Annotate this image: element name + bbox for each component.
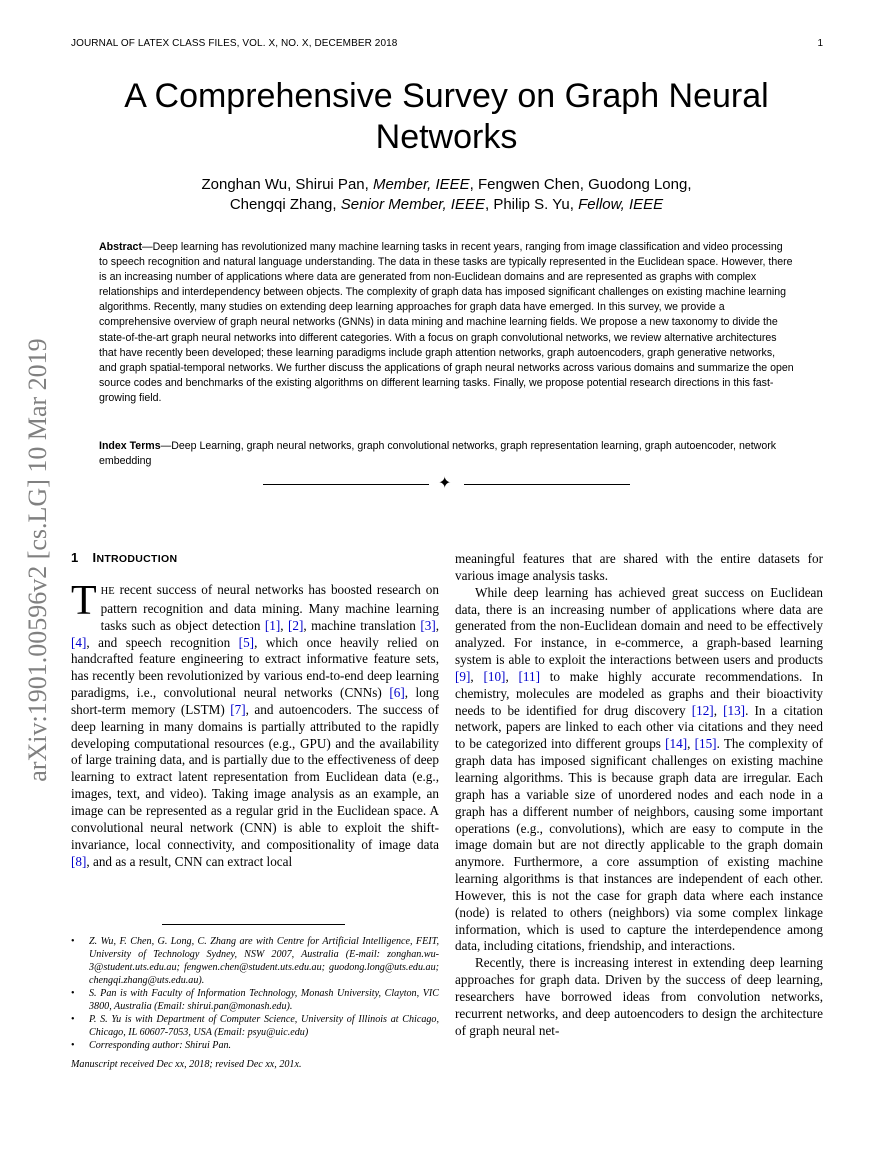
body-text: , <box>687 736 695 752</box>
footnote-text: Corresponding author: Shirui Pan. <box>89 1040 232 1052</box>
body-text: . In a citation network, papers are linked to each other via citations and they need to be categorized into different groups <box>455 702 824 752</box>
citation-link[interactable]: [13] <box>723 702 746 718</box>
small-caps-word: HE <box>100 586 115 597</box>
body-text: to make highly accurate recommendations. In chemistry, molecules are modeled as graphs and their bioactivity needs to be identified for drug discovery <box>455 668 824 718</box>
citation-link[interactable]: [9] <box>455 668 471 684</box>
author-line-2 <box>90 195 803 215</box>
citation-link[interactable]: [4] <box>71 634 87 650</box>
citation-link[interactable]: [2] <box>288 617 304 633</box>
paragraph: Recently, there is increasing interest in extending deep learning approaches for graph data. Driven by the success of deep learning, researchers have borrowed ideas from convolution networks, recurrent networks, and deep autoencoders to design the architecture of graph neural net- <box>455 955 823 1038</box>
body-text: , <box>435 617 440 633</box>
right-column <box>455 551 823 1039</box>
section-heading <box>71 550 177 565</box>
running-head: JOURNAL OF LATEX CLASS FILES, VOL. X, NO. X, DECEMBER 2018 <box>71 38 398 49</box>
section-separator <box>263 476 630 494</box>
body-text: , <box>280 617 289 633</box>
body-text: , machine translation <box>303 617 421 633</box>
body-text: recent success of neural networks has boosted research on pattern recognition and data mining. Many machine learning tasks such as object detection <box>100 582 439 633</box>
bullet-icon: • <box>71 936 75 947</box>
index-terms-label: Index Terms <box>99 440 161 452</box>
body-text: , and autoencoders. The success of deep learning in many domains is partially attributed to the rapidly developing computational resources (e.g., GPU) and the availability of large training data, and is partially due to the effectiveness of deep learning to extract latent representation from Euclidean data (e.g., images, text, and video). Taking image analysis as an example, an image can be represented as a regular grid in the Euclidean space. A convolutional neural network (CNN) is able to exploit the shift-invariance, local connectivity, and compositionality of image data <box>71 701 439 852</box>
section-number: 1 <box>71 550 79 565</box>
body-text: , <box>505 668 519 684</box>
separator-line-right <box>464 484 630 485</box>
separator-diamond-icon: ✦ <box>438 475 452 492</box>
citation-link[interactable]: [15] <box>694 736 717 752</box>
footnote-item <box>71 935 439 987</box>
index-terms-text: —Deep Learning, graph neural networks, graph convolutional networks, graph representation learning, graph autoencoder, network embedding <box>99 440 777 468</box>
section-title-rest: NTRODUCTION <box>96 553 178 565</box>
paragraph <box>455 585 823 956</box>
body-text: , long short-term memory (LSTM) <box>71 685 439 717</box>
citation-link[interactable]: [6] <box>389 685 405 701</box>
footnote-text: Z. Wu, F. Chen, G. Long, C. Zhang are with Centre for Artificial Intelligence, FEIT, University of Technology Sydney, NSW 2007, Australia (E-mail: zonghan.wu-3@student.uts.edu.au; fengwen.chen@student.uts.edu.au; guodong.long@uts.edu.au; chengqi.zhang@uts.edu.au). <box>89 936 439 987</box>
citation-link[interactable]: [5] <box>238 634 255 650</box>
page-number: 1 <box>817 38 823 49</box>
footnote-item <box>71 1039 439 1052</box>
paragraph: meaningful features that are shared with the entire datasets for various image analysis tasks. <box>455 551 823 583</box>
manuscript-note: Manuscript received Dec xx, 2018; revised Dec xx, 201x. <box>71 1059 302 1071</box>
citation-link[interactable]: [10] <box>483 668 506 684</box>
author-names: Zonghan Wu, Shirui Pan, <box>201 176 373 193</box>
body-text: , <box>713 702 724 718</box>
footnote-rule <box>162 924 345 925</box>
citation-link[interactable]: [7] <box>230 701 246 717</box>
footnote-text: P. S. Yu is with Department of Computer Science, University of Illinois at Chicago, Chicago, IL 60607-7053, USA (Email: psyu@uic.edu) <box>89 1014 439 1039</box>
citation-link[interactable]: [12] <box>691 702 714 718</box>
body-text: . The complexity of graph data has imposed significant challenges on existing machine learning algorithms. This is because graph data are irregular. Each graph has a variable size of unordered nodes and each node in a graph has a different number of neighbors, causing some important operations (e.g., convolutions), which are easy to compute in the image domain but are not directly applicable to the graph domain anymore. Furthermore, a core assumption of existing machine learning algorithms is that instances are independent of each other. However, this is not the case for graph data where each instance (node) is related to others (neighbors) via some complex linkage information, which is used to capture the interdependence among data, including citations, friendship, and interactions. <box>455 736 823 954</box>
footnotes <box>71 935 439 1071</box>
footnote-item <box>71 987 439 1013</box>
author-role: Member, IEEE <box>372 176 470 193</box>
left-column <box>71 578 440 870</box>
abstract-label: Abstract <box>99 241 142 253</box>
body-text: , and speech recognition <box>86 634 239 650</box>
author-names: , Philip S. Yu, <box>484 196 579 213</box>
citation-link[interactable]: [14] <box>665 736 688 752</box>
author-role: Fellow, IEEE <box>578 196 664 213</box>
citation-link[interactable]: [3] <box>420 617 436 633</box>
footnote-item <box>71 1013 439 1039</box>
author-names: Chengqi Zhang, <box>229 196 341 213</box>
body-text: , <box>470 668 484 684</box>
body-text: , which once heavily relied on handcrafted feature engineering to extract informative feature sets, has recently been revolutionized by various end-to-end deep learning paradigms, i.e., convolutional neural networks (CNNs) <box>71 634 439 701</box>
bullet-icon: • <box>71 1040 75 1052</box>
body-text: , and as a result, CNN can extract local <box>86 853 293 869</box>
arxiv-stamp: arXiv:1901.00596v2 [cs.LG] 10 Mar 2019 <box>23 338 52 782</box>
author-names: , Fengwen Chen, Guodong Long, <box>469 176 692 193</box>
separator-line-left <box>263 484 429 485</box>
author-line-1 <box>90 175 803 195</box>
paper-title: A Comprehensive Survey on Graph Neural Networks <box>124 77 769 156</box>
body-text: While deep learning has achieved great success on Euclidean data, there is an increasing number of applications where data are generated from the non-Euclidean domain and need to be effectively analyzed. For instance, in e-commerce, a graph-based learning system is able to exploit the interactions between users and products <box>455 584 823 668</box>
bullet-icon: • <box>71 988 75 1000</box>
paragraph <box>71 578 440 870</box>
author-list <box>90 175 803 215</box>
index-terms <box>99 439 794 469</box>
abstract <box>99 240 794 406</box>
section-title-initial: I <box>92 550 97 565</box>
footnote-text: S. Pan is with Faculty of Information Technology, Monash University, Clayton, VIC 3800, Australia (Email: shirui.pan@monash.edu). <box>89 988 439 1013</box>
citation-link[interactable]: [11] <box>518 668 540 684</box>
abstract-text: —Deep learning has revolutionized many machine learning tasks in recent years, ranging from image classification and video processing to speech recognition and natural language understanding. The data in these tasks are typically represented in the Euclidean space. However, there is an increasing number of applications where data are generated from non-Euclidean domains and are represented as graphs with complex relationships and interdependency between objects. The complexity of graph data has imposed significant challenges on existing machine learning algorithms. Recently, many studies on extending deep learning approaches for graph data have emerged. In this survey, we provide a comprehensive overview of graph neural networks (GNNs) in data mining and machine learning fields. We propose a new taxonomy to divide the state-of-the-art graph neural networks into different categories. With a focus on graph convolutional networks, we review alternative architectures that have recently been developed; these learning paradigms include graph attention networks, graph autoencoders, graph generative networks, and graph spatial-temporal networks. We further discuss the applications of graph neural networks across various domains and summarize the open source codes and benchmarks of the existing algorithms on different learning tasks. Finally, we propose potential research directions in this fast-growing field. <box>99 241 794 404</box>
bullet-icon: • <box>71 1014 75 1026</box>
author-role: Senior Member, IEEE <box>340 196 485 213</box>
citation-link[interactable]: [1] <box>264 617 281 633</box>
citation-link[interactable]: [8] <box>71 853 87 869</box>
drop-cap: T <box>71 578 97 624</box>
